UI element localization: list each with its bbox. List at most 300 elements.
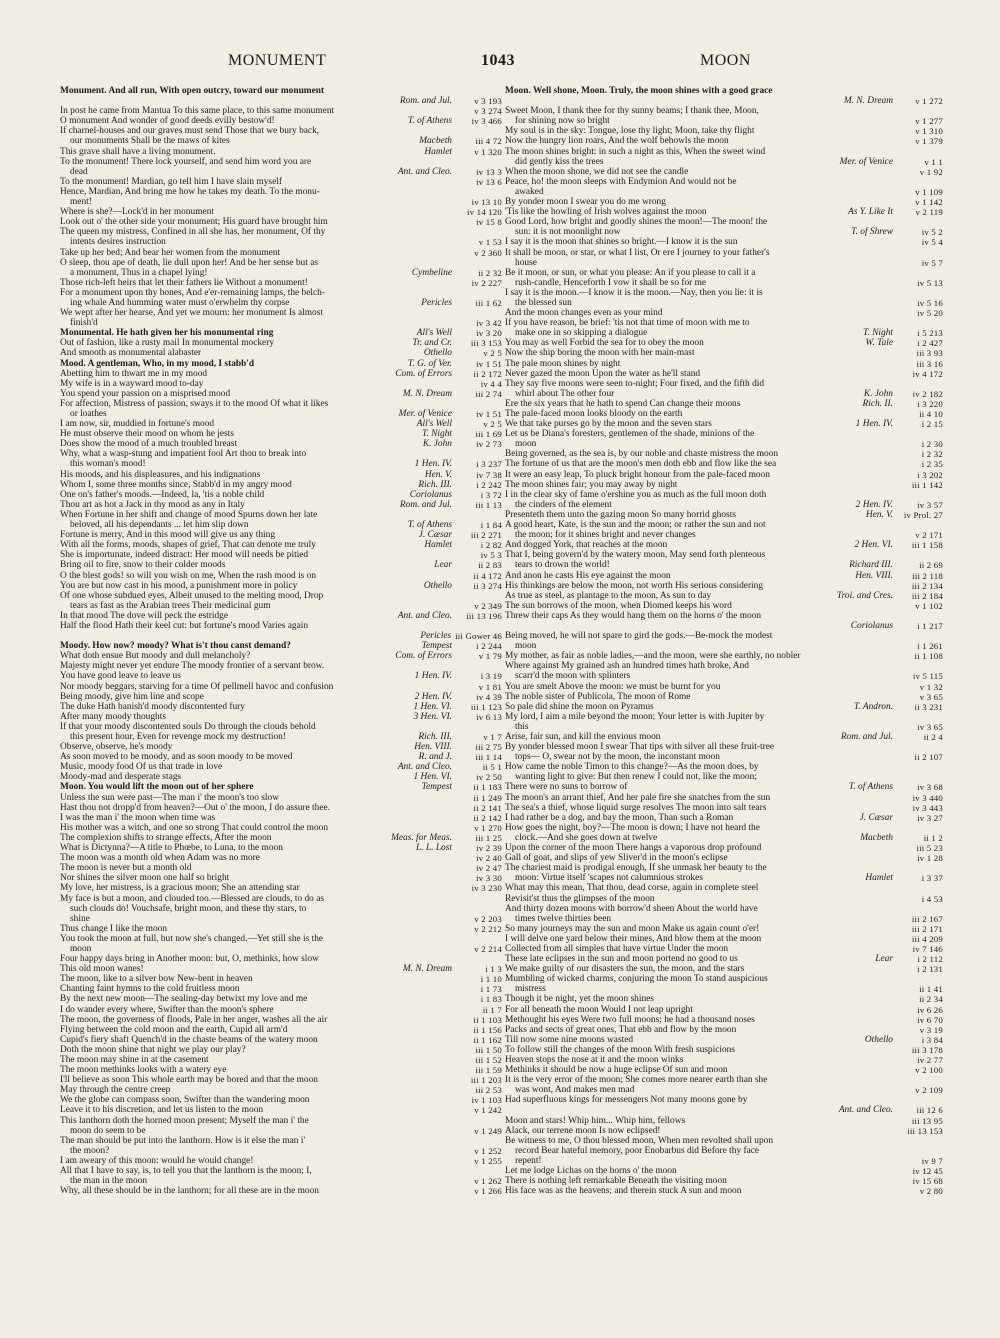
play-reference (887, 944, 897, 954)
play-reference (887, 116, 897, 126)
act-scene-line: ii 2 142 (473, 812, 502, 823)
play-reference (446, 591, 456, 601)
quotation-text: Revisit'st thus the glimpses of the moon (505, 893, 655, 904)
act-scene-line: ii 1 156 (473, 1024, 502, 1035)
play-reference: Hamlet (424, 540, 452, 551)
concordance-line (60, 682, 502, 692)
concordance-line (60, 1176, 502, 1186)
play-reference (446, 571, 456, 581)
act-scene-line: iv 5 16 (917, 297, 943, 308)
act-scene-line: iv 3 230 (471, 883, 502, 894)
concordance-line (60, 409, 502, 419)
concordance-line (60, 671, 502, 681)
quotation-text: O the blest gods! so will you wish on me, When the rash mood is on (60, 570, 317, 581)
act-scene-line (897, 611, 943, 621)
quotation-text: So pale did shine the moon on Pyramus (505, 701, 654, 712)
play-reference (446, 914, 456, 924)
concordance-line (60, 843, 502, 853)
play-reference (887, 934, 897, 944)
play-reference: T. of Athens (848, 782, 893, 793)
quotation-text: My soul is in the sky: Tongue, lose thy light; Moon, take thy flight (505, 126, 755, 137)
play-reference: 1 Hen. IV. (414, 459, 452, 470)
quotation-text: For a monument upon thy bones, And e'er-remaining lamps, the belch- (60, 287, 325, 298)
quotation-text: You are but now cast in his mood, a punishment more in policy (60, 580, 298, 591)
concordance-line (60, 459, 502, 469)
play-reference: K. John (863, 388, 893, 399)
quotation-text: One on's father's moods.—Indeed, la, 'tis a noble child (60, 489, 265, 500)
quotation-text: A good heart, Kate, is the sun and the moon; or rather the sun and not (505, 520, 766, 531)
act-scene-line: v 2 212 (474, 923, 502, 934)
concordance-line (60, 1015, 502, 1025)
concordance-line (505, 248, 943, 258)
play-reference: 2 Hen. IV. (855, 499, 893, 510)
act-scene-line: iv 1 51 (476, 409, 502, 419)
quotation-text: And smooth as monumental alabaster (60, 348, 202, 359)
quotation-text: 'Tis like the howling of Irish wolves against the moon (505, 207, 707, 218)
concordance-line (505, 540, 943, 550)
act-scene-line: iii 1 69 (475, 429, 502, 440)
play-reference: Coriolanus (409, 489, 452, 500)
quotation-text: The fortune of us that are the moon's men doth ebb and flow like the sea (505, 459, 777, 470)
act-scene-line (456, 1166, 502, 1176)
play-reference (446, 258, 456, 268)
quotation-text: By yonder moon I swear you do me wrong (505, 197, 666, 208)
quotation-text: intents desires instruction (70, 237, 166, 248)
act-scene-line: v 1 255 (474, 1155, 502, 1166)
act-scene-line (897, 904, 943, 914)
act-scene-line (456, 934, 502, 944)
play-reference: Cymbeline (411, 267, 452, 278)
act-scene-line: iv 3 440 (912, 792, 943, 803)
play-reference (446, 1105, 456, 1115)
act-scene-line: v 2 214 (474, 943, 502, 954)
play-reference: Rom. and Jul. (840, 732, 893, 742)
act-scene-line: i 1 84 (480, 520, 502, 531)
quotation-text: Abetting him to thwart me in my mood (60, 368, 208, 379)
play-reference (446, 974, 456, 984)
act-scene-line (456, 1116, 502, 1126)
quotation-text: In post he came from Mantua To this same place, to this same monument (60, 106, 335, 117)
play-reference (887, 1015, 897, 1025)
quotation-text: What is Dictynna?—A title to Phœbe, to Luna, to the moon (60, 843, 283, 854)
play-reference (887, 641, 897, 651)
play-reference: Rich. III. (418, 732, 452, 742)
concordance-line (60, 894, 502, 904)
play-reference: 1 Hen. VI. (413, 701, 452, 712)
concordance-line (60, 621, 502, 631)
act-scene-line (897, 429, 943, 439)
quotation-text: Thus change I like the moon (60, 923, 168, 934)
quotation-text: Hast thou not dropp'd from heaven?—Out o' the moon, I do assure thee. (60, 802, 330, 813)
quotation-text: The pale-faced moon looks bloody on the earth (505, 409, 683, 419)
concordance-line (60, 752, 502, 762)
quotation-text: ment! (70, 197, 92, 208)
quotation-text: You took the moon at full, but now she's changed.—Yet still she is the (60, 933, 324, 944)
concordance-line (505, 1166, 943, 1176)
act-scene-line: iv 2 77 (917, 1055, 943, 1065)
concordance-line (505, 702, 943, 712)
quotation-text: And thirty dozen moons with borrow'd sheen About the world have (505, 903, 758, 914)
concordance-line (505, 944, 943, 954)
play-reference (887, 318, 897, 328)
play-reference (446, 1075, 456, 1085)
quotation-text: Leave it to his discretion, and let us listen to the moon (60, 1105, 264, 1116)
concordance-line (60, 237, 502, 247)
play-reference (887, 984, 897, 994)
play-reference (887, 1166, 897, 1176)
act-scene-line: ii 3 231 (914, 701, 943, 712)
concordance-line (505, 1085, 943, 1095)
act-scene-line: iii 1 123 (470, 701, 502, 712)
act-scene-line (897, 823, 943, 833)
concordance-line (505, 328, 943, 338)
act-scene-line (897, 762, 943, 772)
act-scene-line: iii 2 53 (475, 1085, 502, 1096)
quotation-text: a monument, Thus in a chapel lying! (70, 267, 208, 278)
act-scene-line: iv 3 68 (917, 782, 943, 793)
quotation-text: record Bear hateful memory, poor Enobarbus did Before thy face (515, 1145, 760, 1156)
quotation-text: for shining now so bright (515, 116, 610, 127)
play-reference (887, 661, 897, 671)
act-scene-line: iii 13 95 (911, 1115, 943, 1126)
concordance-line (60, 500, 502, 510)
concordance-line (60, 853, 502, 863)
act-scene-line: ii 2 107 (914, 752, 943, 763)
act-scene-line: iv 6 26 (917, 1004, 943, 1015)
act-scene-line (456, 904, 502, 914)
play-reference (446, 1025, 456, 1035)
play-reference (887, 1075, 897, 1085)
quotation-text: The man should be put into the lanthorn. How is it else the man i' (60, 1135, 306, 1146)
quotation-text: Does show the mood of a much troubled breast (60, 439, 238, 450)
play-reference: Hen. VIII. (414, 742, 452, 753)
act-scene-line: v 2 203 (474, 913, 502, 924)
act-scene-line: i 4 53 (921, 893, 943, 904)
act-scene-line: ii 1 2 (923, 832, 943, 843)
play-reference: K. John (422, 439, 452, 450)
play-reference (446, 621, 456, 631)
quotation-text: Those rich-left heirs that let their fathers lie Without a monument! (60, 277, 308, 288)
concordance-line (505, 1065, 943, 1075)
quotation-text: The sea's a thief, whose liquid surge resolves The moon into salt tears (505, 802, 767, 813)
play-reference: T. Night (862, 328, 893, 339)
play-reference: Ant. and Cleo. (397, 610, 452, 621)
concordance-line (505, 601, 943, 611)
play-reference: T. G. of Ver. (407, 358, 452, 369)
play-reference (887, 1116, 897, 1126)
concordance-line (505, 217, 943, 227)
act-scene-line: v 1 79 (478, 651, 502, 662)
concordance-line (505, 258, 943, 268)
quotation-text: The moon shines fair; you may away by night (505, 479, 678, 490)
concordance-line (60, 1025, 502, 1035)
quotation-text: We wept after her hearse, And yet we mourn: her monument Is almost (60, 308, 323, 319)
play-reference (887, 530, 897, 540)
quotation-text: Never gazed the moon Upon the water as he'll stand (505, 368, 701, 379)
act-scene-line: v 1 266 (474, 1186, 502, 1197)
play-reference (887, 974, 897, 984)
concordance-line (60, 1146, 502, 1156)
quotation-text: I was the man i' the moon when time was (60, 812, 216, 823)
quotation-text: our monuments Shall be the maws of kites (70, 136, 230, 147)
concordance-line (60, 873, 502, 883)
quotation-text: Moody. How now? moody? What is't thou canst demand? (60, 641, 291, 652)
play-reference: T. Night (421, 429, 452, 440)
play-reference (446, 924, 456, 934)
quotation-text: this woman's mood! (70, 459, 146, 470)
play-reference: Tempest (421, 782, 452, 793)
quotation-text: How came the noble Timon to this change?—As the moon does, by (505, 762, 759, 773)
act-scene-line: iv Prol. 27 (903, 509, 943, 520)
act-scene-line (456, 258, 502, 268)
concordance-line (60, 328, 502, 338)
concordance-line (60, 359, 502, 369)
play-reference (446, 1186, 456, 1196)
play-reference (446, 1015, 456, 1025)
concordance-line (505, 994, 943, 1004)
concordance-line (60, 782, 502, 792)
concordance-line (60, 540, 502, 550)
quotation-text: When Fortune in her shift and change of mood Spurns down her late (60, 509, 318, 520)
concordance-line (60, 389, 502, 399)
act-scene-line: v 1 272 (915, 96, 943, 107)
concordance-line (505, 126, 943, 136)
concordance-line (505, 278, 943, 288)
quotation-text: There were no suns to borrow of (505, 782, 628, 793)
concordance-line (60, 1105, 502, 1115)
act-scene-line: iv 4 4 (480, 378, 502, 389)
concordance-line (505, 651, 943, 661)
act-scene-line: iv 12 45 (912, 1166, 943, 1177)
quotation-text: ing whale And humming water must o'erwhelm thy corpse (70, 297, 290, 308)
act-scene-line: iii 1 203 (470, 1075, 502, 1086)
play-reference (887, 248, 897, 258)
concordance-line (505, 793, 943, 803)
act-scene-line: iv 2 50 (476, 772, 502, 783)
act-scene-line: v 2 5 (483, 419, 502, 430)
concordance-line (60, 207, 502, 217)
concordance-line (505, 591, 943, 601)
play-reference (887, 843, 897, 853)
concordance-line (60, 772, 502, 782)
concordance-line (505, 984, 943, 994)
concordance-line (505, 560, 943, 570)
play-reference (446, 227, 456, 237)
act-scene-line: v 1 242 (474, 1105, 502, 1116)
play-reference (887, 268, 897, 278)
concordance-line (505, 853, 943, 863)
concordance-line (505, 318, 943, 328)
quotation-text: Observe, observe, he's moody (60, 742, 173, 753)
quotation-text: It is the very error of the moon; She comes more nearer earth than she (505, 1075, 768, 1086)
quotation-text: did gently kiss the trees (515, 156, 604, 167)
concordance-line (60, 904, 502, 914)
concordance-line (505, 530, 943, 540)
play-reference (446, 1085, 456, 1095)
act-scene-line (456, 288, 502, 298)
act-scene-line (456, 591, 502, 601)
play-reference (446, 813, 456, 823)
concordance-line (60, 1035, 502, 1045)
concordance-line (60, 288, 502, 298)
play-reference (446, 510, 456, 520)
act-scene-line: iii 5 23 (916, 843, 943, 854)
concordance-line (505, 1136, 943, 1146)
concordance-line (505, 883, 943, 893)
act-scene-line: iv 2 227 (471, 277, 502, 288)
concordance-line (60, 419, 502, 429)
concordance-line (505, 1095, 943, 1105)
quotation-text: house (515, 257, 537, 268)
quotation-text: Let me lodge Lichas on the horns o' the moon (505, 1166, 677, 1177)
act-scene-line: v 2 360 (474, 247, 502, 258)
play-reference (446, 308, 456, 318)
act-scene-line: iii 13 153 (907, 1125, 943, 1136)
concordance-line (60, 974, 502, 984)
quotation-text: The moon, the governess of floods, Pale in her anger, washes all the air (60, 1014, 328, 1025)
concordance-line (505, 904, 943, 914)
concordance-line (60, 1045, 502, 1055)
play-reference (887, 772, 897, 782)
concordance-line (505, 298, 943, 308)
quotation-text: You may as well Forbid the sea for to obey the moon (505, 338, 704, 349)
act-scene-line (456, 661, 502, 671)
quotation-text: Now the ship boring the moon with her main-mast (505, 348, 695, 359)
play-reference: Hen. V. (865, 509, 893, 520)
concordance-line (60, 157, 502, 167)
play-reference (887, 86, 897, 96)
act-scene-line: ii 2 83 (478, 560, 502, 571)
concordance-line (60, 136, 502, 146)
act-scene-line: iv 3 466 (471, 116, 502, 127)
quotation-text: This lanthorn doth the horned moon present; Myself the man i' the (60, 1115, 309, 1126)
quotation-text: Packs and sects of great ones, That ebb and flow by the moon (505, 1024, 737, 1035)
play-reference: Meas. for Meas. (391, 832, 452, 843)
act-scene-line: iii 1 13 (475, 499, 502, 510)
concordance-line (505, 974, 943, 984)
concordance-line (505, 752, 943, 762)
act-scene-line: v 1 249 (474, 1125, 502, 1136)
play-reference (446, 288, 456, 298)
act-scene-line: iv 3 42 (476, 318, 502, 329)
act-scene-line: v 2 109 (915, 1085, 943, 1096)
concordance-line (60, 187, 502, 197)
play-reference: Tr. and Cr. (412, 338, 452, 349)
concordance-line (505, 379, 943, 389)
act-scene-line: iii 2 271 (470, 530, 502, 541)
quotation-text: times twelve thirties been (515, 913, 612, 924)
act-scene-line: iv 2 40 (476, 853, 502, 864)
act-scene-line: iii 3 153 (470, 338, 502, 349)
quotation-text: We make guilty of our disasters the sun, the moon, and the stars (505, 964, 745, 975)
play-reference (887, 1005, 897, 1015)
act-scene-line: iii 2 184 (911, 590, 943, 601)
act-scene-line: iii 2 134 (911, 580, 943, 591)
play-reference (887, 459, 897, 469)
concordance-line (60, 1075, 502, 1085)
play-reference (887, 177, 897, 187)
concordance-line (505, 641, 943, 651)
quotation-text: The noble sister of Publicola, The moon of Rome (505, 691, 691, 702)
play-reference (887, 682, 897, 692)
quotation-text: This grave shall have a living monument. (60, 146, 216, 157)
concordance-line (505, 1015, 943, 1025)
act-scene-line: i 5 213 (917, 328, 943, 339)
quotation-text: Be it moon, or sun, or what you please: An if you please to call it a (505, 267, 756, 278)
play-reference (887, 914, 897, 924)
quotation-text: sun: it is not moonlight now (515, 227, 621, 238)
quotation-text: Why, all these should be in the lanthorn; for all these are in the moon (60, 1186, 319, 1197)
act-scene-line (897, 883, 943, 893)
quotation-text: And the moon changes even as your mind (505, 308, 663, 319)
quotation-text: tears to drown the world! (515, 560, 610, 571)
play-reference: Hen. VIII. (855, 570, 893, 581)
quotation-text: the cinders of the element (515, 499, 612, 510)
play-reference (887, 631, 897, 641)
quotation-text: Cupid's fiery shaft Quench'd in the chaste beams of the watery moon (60, 1034, 318, 1045)
act-scene-line: iii 2 74 (475, 388, 502, 399)
act-scene-line: iv 2 39 (476, 843, 502, 854)
act-scene-line: iv 5 13 (917, 277, 943, 288)
act-scene-line: iv 1 103 (471, 1095, 502, 1106)
play-reference (887, 379, 897, 389)
concordance-line (60, 510, 502, 520)
play-reference: All's Well (416, 419, 452, 430)
quotation-text: The moon, like to a silver bow New-bent in heaven (60, 974, 253, 985)
concordance-line (505, 712, 943, 722)
act-scene-line (456, 399, 502, 409)
concordance-line (60, 964, 502, 974)
concordance-line (505, 914, 943, 924)
concordance-line (505, 419, 943, 429)
act-scene-line: i 3 220 (917, 398, 943, 409)
act-scene-line: ii 1 41 (919, 984, 943, 995)
concordance-line (60, 732, 502, 742)
quotation-text: His mother was a witch, and one so strong That could control the moon (60, 822, 329, 833)
concordance-line (60, 793, 502, 803)
concordance-line (505, 207, 943, 217)
act-scene-line: i 3 202 (917, 469, 943, 480)
act-scene-line (897, 147, 943, 157)
concordance-line (60, 883, 502, 893)
play-reference (446, 601, 456, 611)
concordance-line (505, 439, 943, 449)
play-reference: Rom. and Jul. (399, 499, 452, 510)
quotation-text: For affection, Mistress of passion, sways it to the mood Of what it likes (60, 398, 329, 409)
play-reference (446, 994, 456, 1004)
concordance-line (60, 813, 502, 823)
act-scene-line (897, 268, 943, 278)
play-reference (446, 1045, 456, 1055)
act-scene-line: iii 1 25 (475, 832, 502, 843)
act-scene-line: iv 13 10 (471, 197, 502, 208)
act-scene-line: i 3 19 (480, 671, 502, 682)
act-scene-line: iv 3 443 (912, 802, 943, 813)
play-reference: Rich. III. (418, 479, 452, 490)
concordance-line (60, 490, 502, 500)
quotation-text: Methinks it should be now a huge eclipse Of sun and moon (505, 1065, 728, 1076)
quotation-text: Majesty might never yet endure The moody frontier of a servant brow. (60, 661, 325, 672)
quotation-text: tears as fast as the Arabian trees Their medicinal gum (70, 600, 271, 611)
play-reference (887, 187, 897, 197)
play-reference (446, 853, 456, 863)
play-reference (887, 742, 897, 752)
play-reference: 1 Hen. IV. (855, 419, 893, 430)
quotation-text: By yonder blessed moon I swear That tips with silver all these fruit-tree (505, 742, 775, 753)
act-scene-line: iii 1 142 (911, 479, 943, 490)
quotation-text: That I, being govern'd by the watery moon, May send forth plenteous (505, 550, 766, 561)
concordance-line (60, 126, 502, 136)
